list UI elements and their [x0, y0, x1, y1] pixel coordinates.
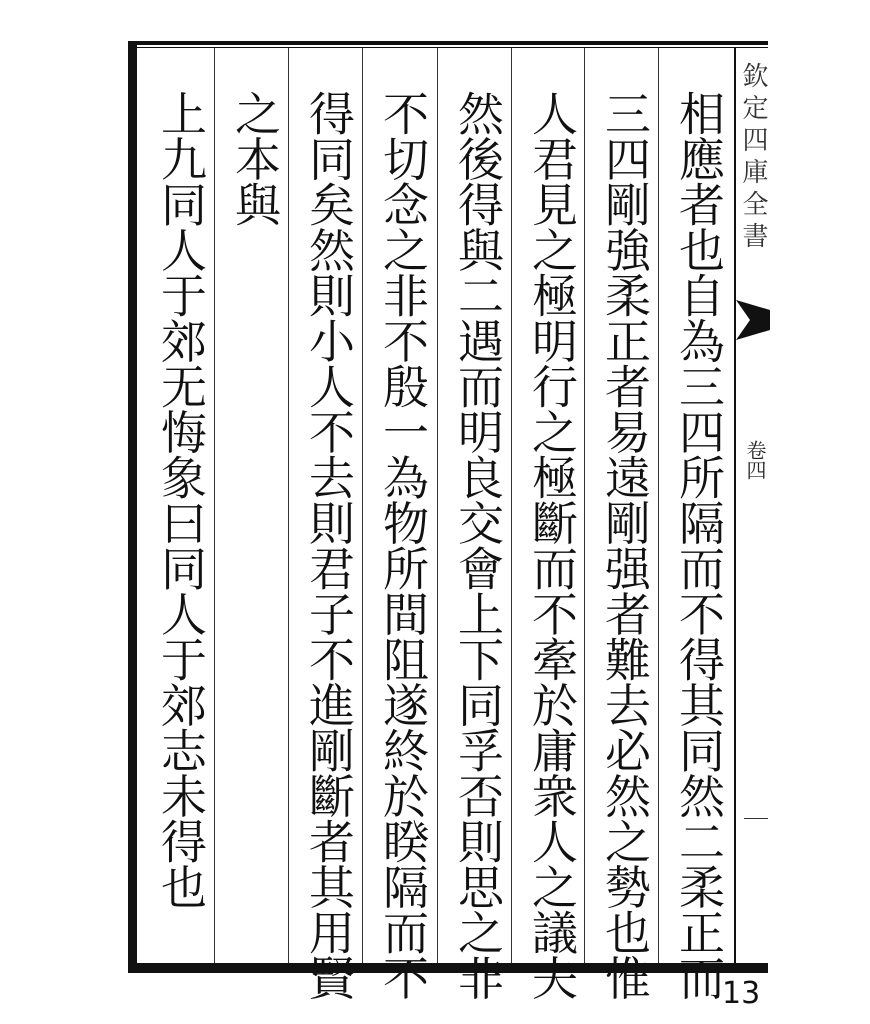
text-column-7: 之本與	[228, 90, 282, 227]
fish-tail-mark-icon	[736, 300, 770, 340]
text-column-6: 得同矣然則小人不去則君子不進剛斷者其用賢	[302, 90, 356, 1000]
text-column-1: 相應者也自為三四所隔而不得其同然二柔正而	[672, 90, 726, 1000]
column-rule	[437, 48, 438, 963]
volume-label: 卷四	[743, 440, 767, 480]
column-rule	[584, 48, 585, 963]
text-column-3: 人君見之極明行之極斷而不牽於庸衆人之議夫	[525, 90, 579, 1000]
page-number: 13	[722, 976, 761, 1011]
column-rule	[362, 48, 363, 963]
text-column-8: 上九同人于郊无悔象曰同人于郊志未得也	[154, 90, 208, 909]
text-column-5: 不切念之非不殷一為物所間阻遂終於睽隔而不	[376, 90, 430, 1000]
book-title: 欽定四庫全書	[738, 62, 768, 254]
text-column-4: 然後得與二遇而明良交會上下同孚否則思之非	[451, 90, 505, 1000]
column-rule	[511, 48, 512, 963]
column-rule	[658, 48, 659, 963]
column-rule	[214, 48, 215, 963]
text-column-2: 三四剛強柔正者易遠剛强者難去必然之勢也惟	[598, 90, 652, 1000]
gutter-tick	[744, 818, 768, 819]
column-rule	[288, 48, 289, 963]
